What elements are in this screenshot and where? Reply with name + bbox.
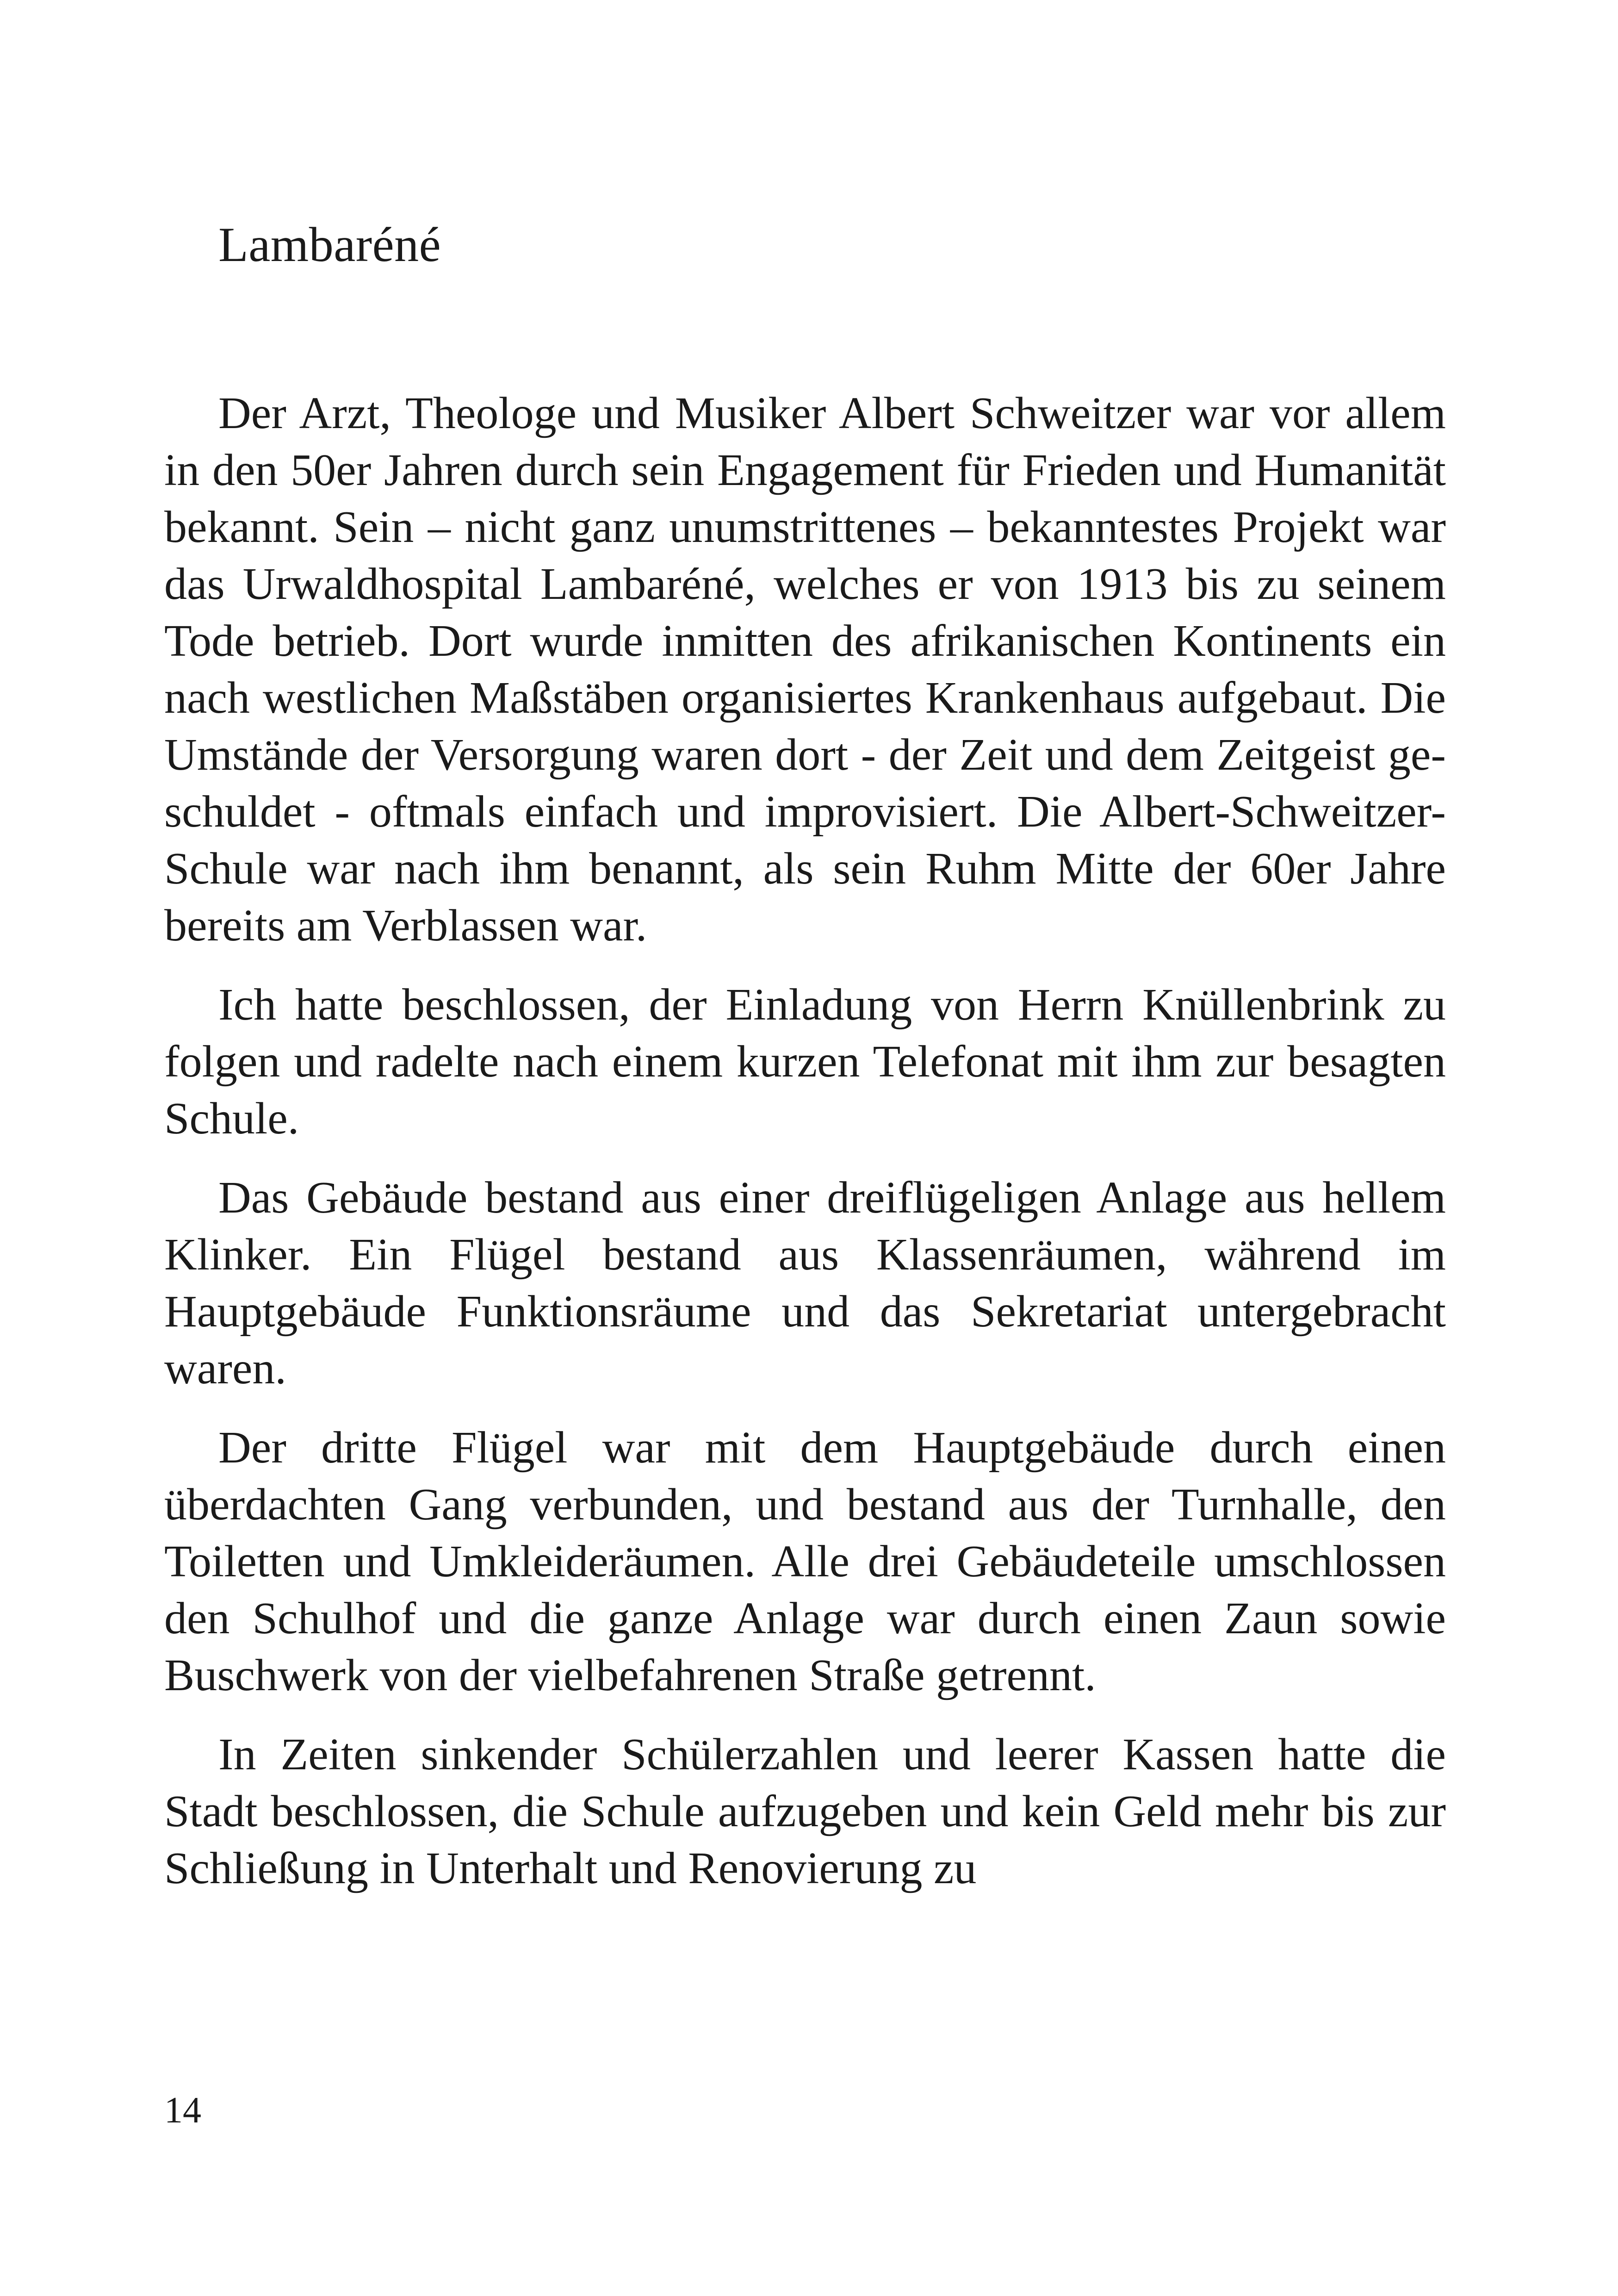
paragraph: Der Arzt, Theologe und Musiker Albert Schweitzer war vor allem in den 50er Jahren durch sein Engagement für Frieden und Humanität bekannt. Sein – nicht ganz unumstrittenes – bekanntestes Projekt war das Urwaldhospital Lambaréné, welches er von 1913 bis zu seinem Tode betrieb. Dort wurde inmitten des afrikanischen Kontinents ein nach westlichen Maßstäben organisiertes Krankenhaus aufgebaut. Die Umstände der Versorgung waren dort - der Zeit und dem Zeitgeist geschuldet - oftmals einfach und improvisiert. Die Albert-Schweitzer-Schule war nach ihm benannt, als sein Ruhm Mitte der 60er Jahre bereits am Verblassen war. [164, 388, 1446, 951]
paragraph: Ich hatte beschlossen, der Einladung von Herrn Knüllenbrink zu folgen und radelte nach einem kurzen Telefonat mit ihm zur besagten Schule. [164, 980, 1446, 1144]
page-number: 14 [164, 2090, 201, 2131]
paragraph: In Zeiten sinkender Schülerzahlen und leerer Kassen hatte die Stadt beschlossen, die Schule aufzugeben und kein Geld mehr bis zur Schließung in Unterhalt und Renovierung zu [164, 1730, 1446, 1893]
paragraph: Der dritte Flügel war mit dem Hauptgebäude durch einen überdachten Gang verbunden, und bestand aus der Turnhalle, den Toiletten und Umkleideräumen. Alle drei Gebäudeteile umschlossen den Schulhof und die ganze Anlage war durch einen Zaun sowie Buschwerk von der vielbefahrenen Straße getrennt. [164, 1423, 1446, 1700]
body-text [164, 385, 1446, 1919]
chapter-title: Lambaréné [218, 218, 441, 272]
paragraph: Das Gebäude bestand aus einer dreiflügeligen Anlage aus hellem Klinker. Ein Flügel bestand aus Klassenräumen, während im Hauptgebäude Funktionsräume und das Sekretariat untergebracht waren. [164, 1173, 1446, 1394]
